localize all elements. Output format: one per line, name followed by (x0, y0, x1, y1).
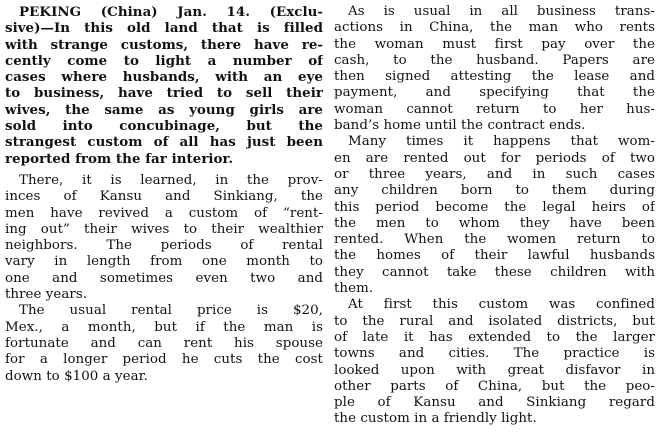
article-line: sive)—In this old land that is filled (5, 20, 323, 37)
article-line: The usual rental price is $20, (19, 303, 323, 319)
article-line: looked upon with great disfavor in (334, 362, 655, 378)
article-line: Mex., a month, but if the man is (5, 319, 323, 335)
article-line: payment, and specifying that the (334, 85, 655, 101)
article-line: actions in China, the man who rents (334, 20, 655, 36)
article-line: to the rural and isolated districts, but (334, 313, 655, 329)
article-column-right (334, 4, 655, 428)
article-line: cently come to light a number of (5, 52, 323, 69)
article-line: to business, have tried to sell their (5, 85, 323, 102)
article-line: other parts of China, but the peo- (334, 378, 655, 394)
article-line: men have revived a custom of “rent- (5, 205, 323, 221)
article-line: There, it is learned, in the prov- (19, 172, 323, 188)
article-line: At first this custom was confined (348, 297, 655, 313)
article-line: them. (334, 281, 374, 297)
article-line: woman cannot return to her hus- (334, 101, 655, 117)
article-line: they cannot take these children with (334, 264, 655, 280)
article-line: en are rented out for periods of two (334, 150, 655, 166)
article-line: the men to whom they have been (334, 215, 655, 231)
article-line: strangest custom of all has just been (5, 134, 323, 151)
article-line: then signed attesting the lease and (334, 69, 655, 85)
article-line: band’s home until the contract ends. (334, 118, 586, 134)
article-line: one and sometimes even two and (5, 270, 323, 286)
article-line: As is usual in all business trans- (348, 4, 655, 19)
article-line: rented. When the women return to (334, 232, 655, 248)
article-line: with strange customs, there have re- (5, 36, 323, 53)
article-line: the custom in a friendly light. (334, 411, 537, 427)
article-line: vary in length from one month to (5, 254, 323, 270)
article-line: the woman must first pay over the (334, 36, 655, 52)
article-line: Many times it happens that wom- (348, 134, 655, 150)
article-line: sold into concubinage, but the (5, 118, 323, 135)
article-line: wives, the same as young girls are (5, 101, 323, 118)
article-line: down to $100 a year. (5, 368, 148, 384)
article-line: any children born to them during (334, 183, 655, 199)
article-line: fortunate and can rent his spouse (5, 335, 323, 351)
article-line: cash, to the husband. Papers are (334, 52, 655, 68)
article-line: towns and cities. The practice is (334, 346, 655, 362)
article-line: of late it has extended to the larger (334, 329, 655, 345)
article-line: for a longer period he cuts the cost (5, 352, 323, 368)
article-line: ing out” their wives to their wealthier (5, 221, 323, 237)
article-line: inces of Kansu and Sinkiang, the (5, 189, 323, 205)
article-line: reported from the far interior. (5, 150, 234, 167)
article-line: the homes of their lawful husbands (334, 248, 655, 264)
article-line: neighbors. The periods of rental (5, 238, 323, 254)
article-line: PEKING (China) Jan. 14. (Exclu- (19, 4, 323, 20)
article-line: cases where husbands, with an eye (5, 69, 323, 86)
article-line: or three years, and in such cases (334, 166, 655, 182)
article-column-left (5, 4, 323, 385)
article-line: three years. (5, 287, 88, 303)
article-line: ple of Kansu and Sinkiang regard (334, 395, 655, 411)
article-line: this period become the legal heirs of (334, 199, 655, 215)
